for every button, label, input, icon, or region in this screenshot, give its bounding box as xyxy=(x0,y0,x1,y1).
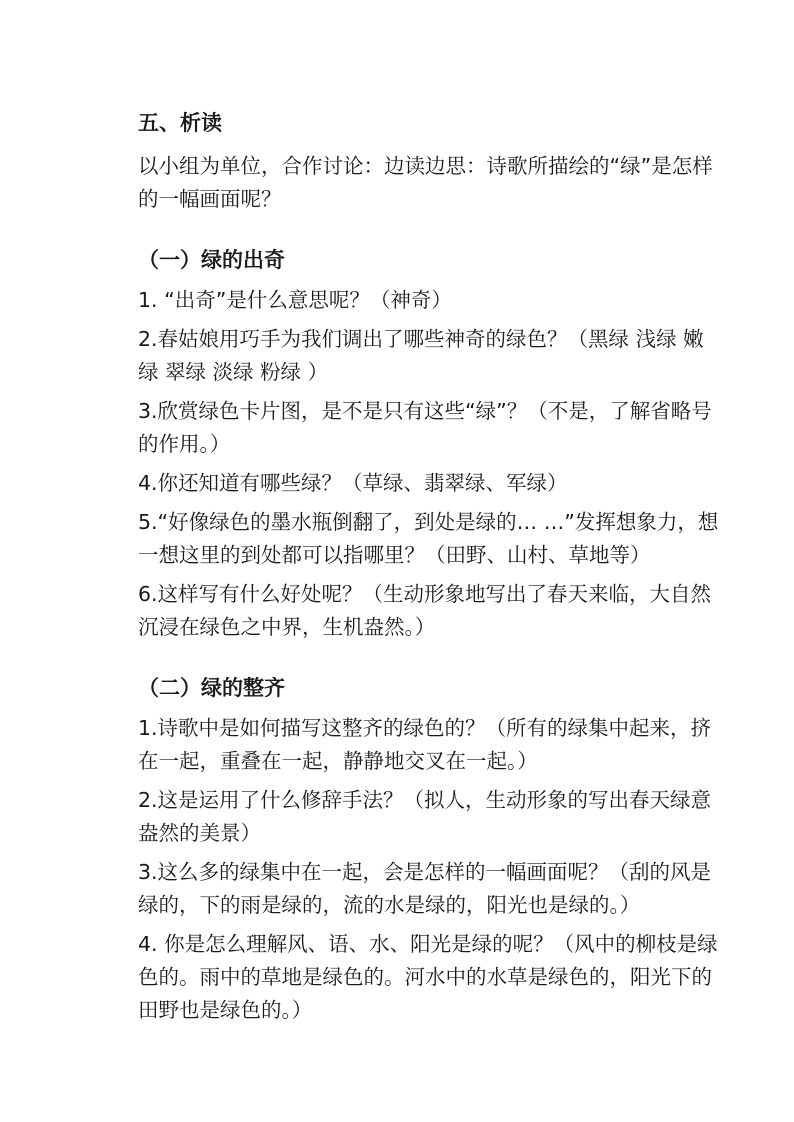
part2-title: （二）绿的整齐 xyxy=(138,676,285,700)
part1-item-6: 6.这样写有什么好处呢？（生动形象地写出了春天来临，大自然沉浸在绿色之中界，生机盎然。） xyxy=(138,582,712,639)
part1-title: （一）绿的出奇 xyxy=(138,248,285,272)
part1-item-3: 3.欣赏绿色卡片图，是不是只有这些“绿”？（不是，了解省略号的作用。） xyxy=(138,399,712,456)
part2-item-3: 3.这么多的绿集中在一起，会是怎样的一幅画面呢？（刮的风是绿的，下的雨是绿的，流的水是绿的，阳光也是绿的。） xyxy=(138,860,712,917)
part1-item-1: 1. “出奇”是什么意思呢？（神奇） xyxy=(138,288,452,312)
intro-paragraph: 以小组为单位，合作讨论：边读边思：诗歌所描绘的“绿”是怎样的一幅画面呢？ xyxy=(138,154,713,211)
part1-item-5: 5.“好像绿色的墨水瓶倒翻了，到处是绿的… …”发挥想象力，想一想这里的到处都可以指哪里？（田野、山村、草地等） xyxy=(138,510,719,567)
part1-item-2: 2.春姑娘用巧手为我们调出了哪些神奇的绿色？（黑绿 浅绿 嫩绿 翠绿 淡绿 粉绿 ） xyxy=(138,327,704,384)
part2-item-1: 1.诗歌中是如何描写这整齐的绿色的？（所有的绿集中起来，挤在一起，重叠在一起，静静地交叉在一起。） xyxy=(138,716,712,773)
part1-item-4: 4.你还知道有哪些绿？（草绿、翡翠绿、军绿） xyxy=(138,471,568,495)
section-title: 五、析读 xyxy=(138,111,222,135)
part2-item-2: 2.这是运用了什么修辞手法？（拟人，生动形象的写出春天绿意盎然的美景） xyxy=(138,788,712,845)
part2-item-4: 4. 你是怎么理解风、语、水、阳光是绿的呢？（风中的柳枝是绿色的。雨中的草地是绿色的。河水中的水草是绿色的，阳光下的田野也是绿色的。） xyxy=(138,932,718,1022)
